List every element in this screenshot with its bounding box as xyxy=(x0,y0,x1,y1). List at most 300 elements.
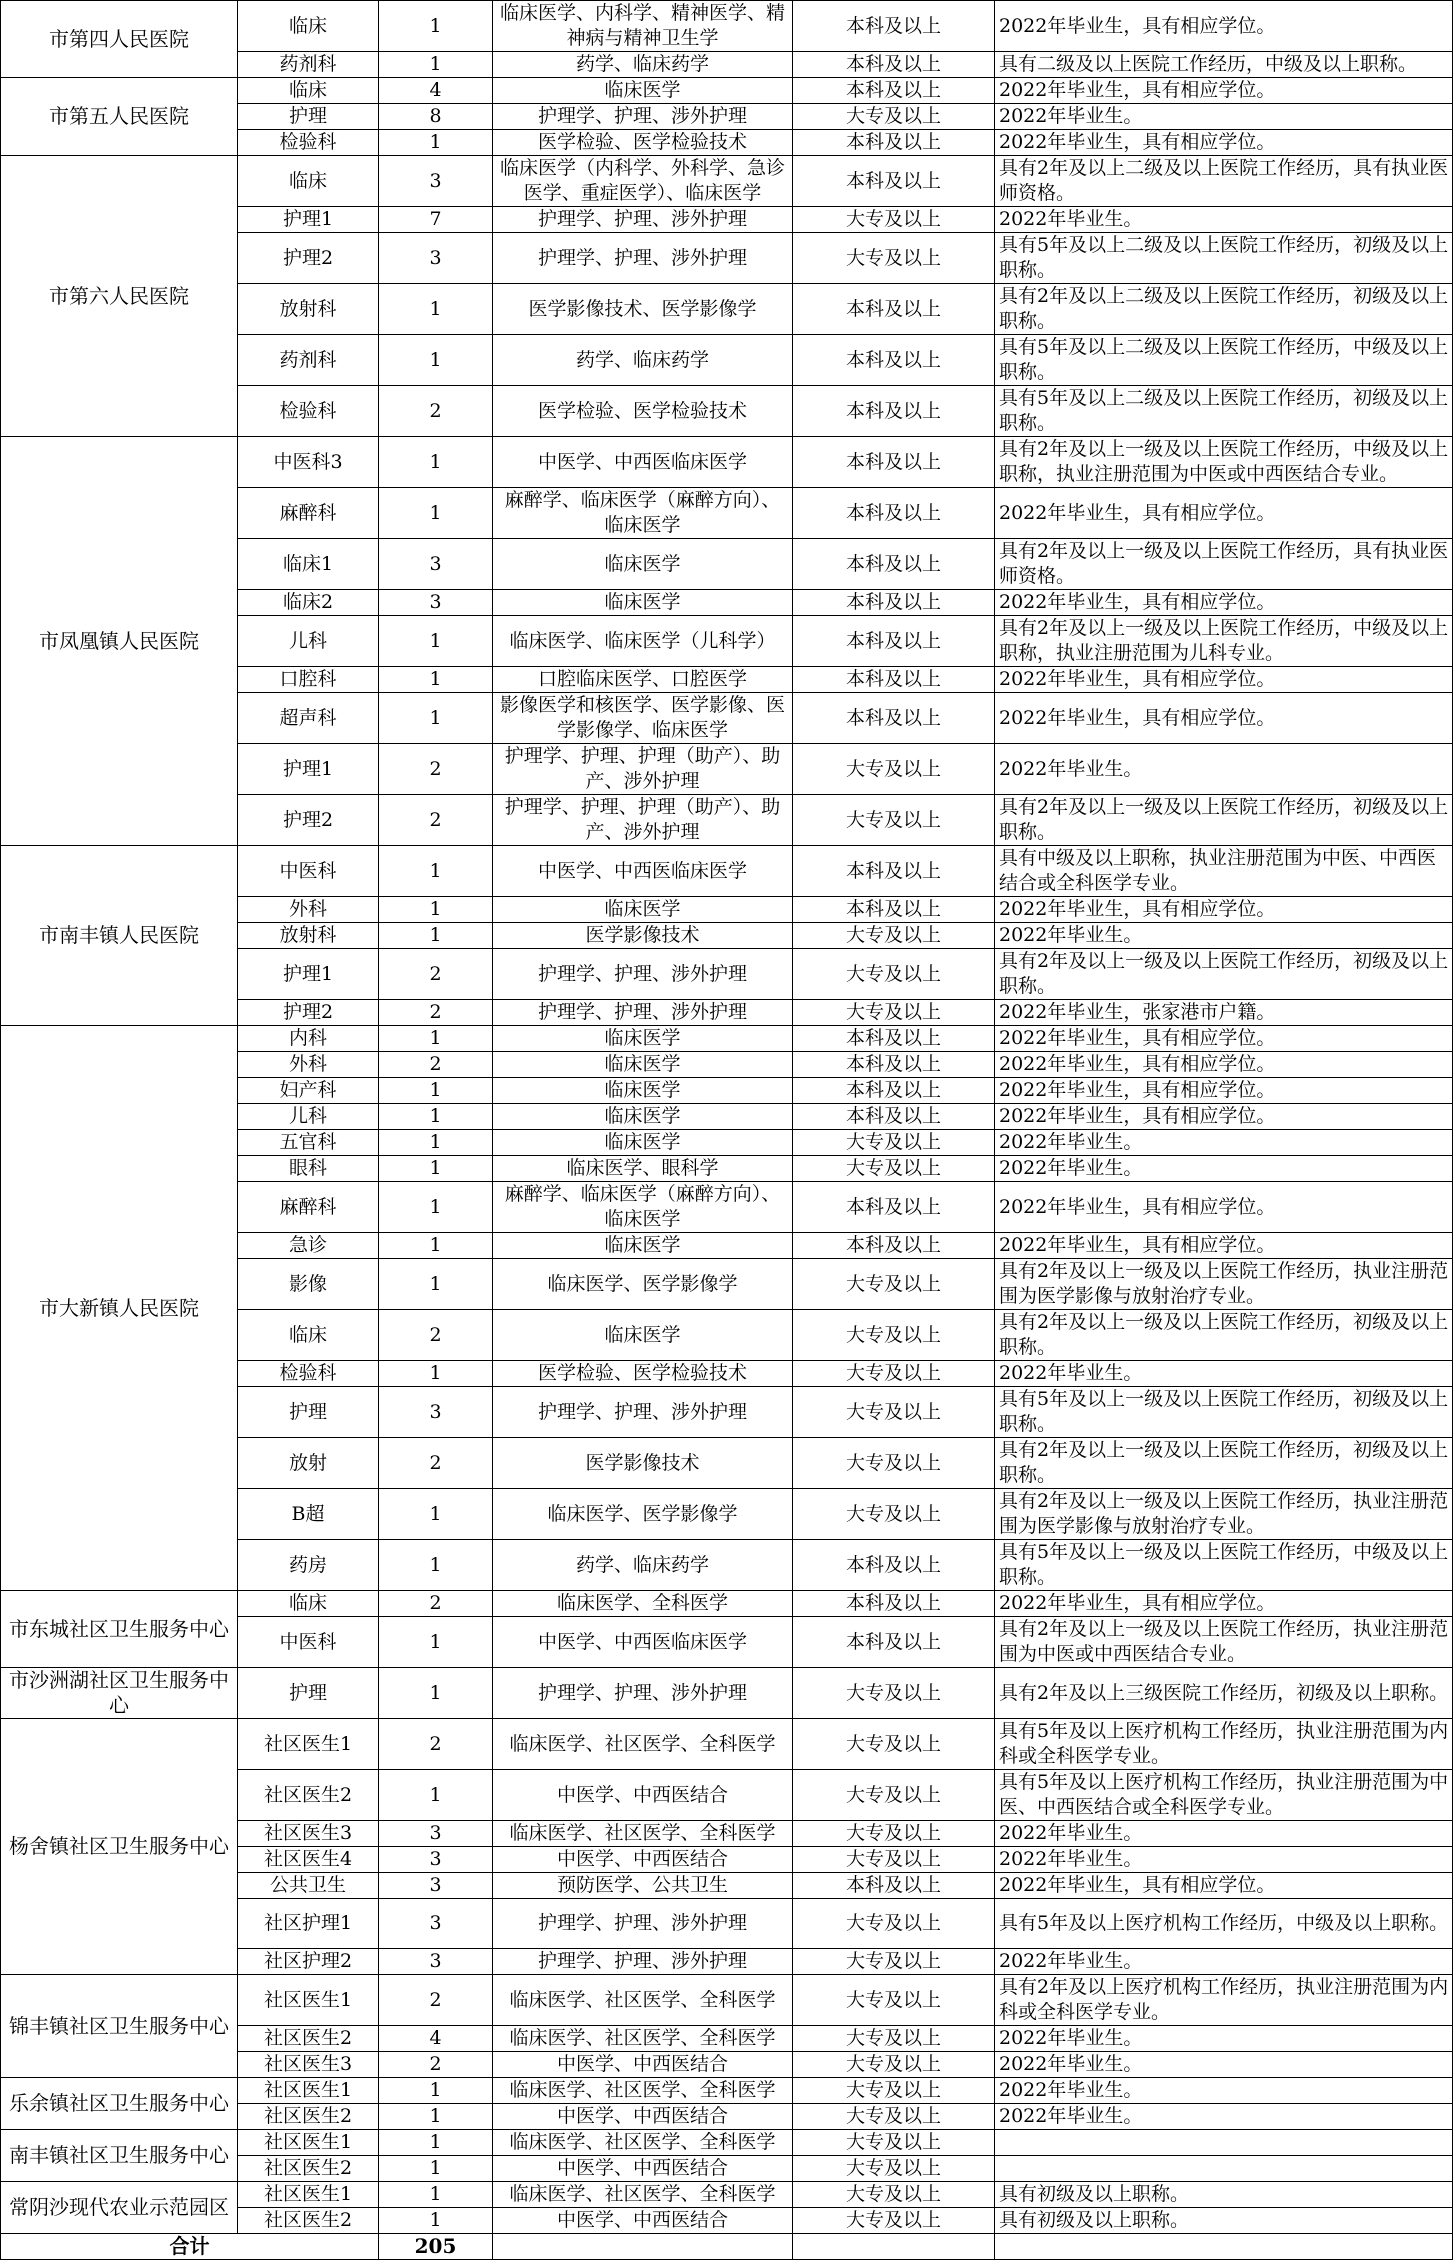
table-row xyxy=(1,1975,1453,2026)
major-cell: 中医学、中西医结合 xyxy=(493,2156,793,2182)
total-empty-cell xyxy=(493,2234,793,2260)
education-cell: 本科及以上 xyxy=(793,846,995,897)
post-cell: 社区医生2 xyxy=(238,2208,379,2234)
education-cell: 本科及以上 xyxy=(793,590,995,616)
education-cell: 大专及以上 xyxy=(793,1130,995,1156)
requirement-cell: 2022年毕业生，具有相应学位。 xyxy=(995,1,1453,52)
education-cell: 大专及以上 xyxy=(793,1821,995,1847)
major-cell: 医学检验、医学检验技术 xyxy=(493,1361,793,1387)
education-cell: 本科及以上 xyxy=(793,897,995,923)
requirement-cell: 具有5年及以上医疗机构工作经历，执业注册范围为中医、中西医结合或全科医学专业。 xyxy=(995,1770,1453,1821)
post-cell: 超声科 xyxy=(238,693,379,744)
requirement-cell: 具有2年及以上一级及以上医院工作经历，执业注册范围为医学影像与放射治疗专业。 xyxy=(995,1489,1453,1540)
count-cell: 1 xyxy=(379,2208,493,2234)
requirement-cell: 具有2年及以上医疗机构工作经历，执业注册范围为内科或全科医学专业。 xyxy=(995,1975,1453,2026)
education-cell: 本科及以上 xyxy=(793,1078,995,1104)
major-cell: 临床医学（内科学、外科学、急诊医学、重症医学）、临床医学 xyxy=(493,156,793,207)
count-cell: 3 xyxy=(379,1387,493,1438)
post-cell: 临床 xyxy=(238,78,379,104)
table-row xyxy=(1,78,1453,104)
count-cell: 7 xyxy=(379,207,493,233)
requirement-cell: 2022年毕业生，具有相应学位。 xyxy=(995,667,1453,693)
post-cell: 内科 xyxy=(238,1026,379,1052)
education-cell: 大专及以上 xyxy=(793,2182,995,2208)
post-cell: 社区护理2 xyxy=(238,1949,379,1975)
post-cell: 麻醉科 xyxy=(238,1182,379,1233)
post-cell: 社区医生2 xyxy=(238,2026,379,2052)
total-row xyxy=(1,2234,1453,2260)
education-cell: 本科及以上 xyxy=(793,1540,995,1591)
unit-name-cell: 杨舍镇社区卫生服务中心 xyxy=(1,1719,238,1975)
post-cell: 五官科 xyxy=(238,1130,379,1156)
major-cell: 医学影像技术 xyxy=(493,923,793,949)
requirement-cell: 2022年毕业生。 xyxy=(995,2078,1453,2104)
education-cell: 本科及以上 xyxy=(793,386,995,437)
post-cell: 社区医生1 xyxy=(238,2182,379,2208)
major-cell: 临床医学、社区医学、全科医学 xyxy=(493,2130,793,2156)
education-cell: 本科及以上 xyxy=(793,1104,995,1130)
major-cell: 护理学、护理、护理（助产）、助产、涉外护理 xyxy=(493,795,793,846)
education-cell: 本科及以上 xyxy=(793,284,995,335)
education-cell: 大专及以上 xyxy=(793,1156,995,1182)
education-cell: 本科及以上 xyxy=(793,1873,995,1899)
post-cell: 检验科 xyxy=(238,130,379,156)
post-cell: 社区医生1 xyxy=(238,1975,379,2026)
count-cell: 1 xyxy=(379,1617,493,1668)
count-cell: 1 xyxy=(379,1489,493,1540)
count-cell: 1 xyxy=(379,2104,493,2130)
requirement-cell: 2022年毕业生，具有相应学位。 xyxy=(995,130,1453,156)
post-cell: 放射科 xyxy=(238,923,379,949)
post-cell: 社区医生2 xyxy=(238,2156,379,2182)
major-cell: 中医学、中西医结合 xyxy=(493,2104,793,2130)
count-cell: 1 xyxy=(379,1668,493,1719)
post-cell: 护理1 xyxy=(238,949,379,1000)
requirement-cell: 2022年毕业生。 xyxy=(995,1156,1453,1182)
count-cell: 1 xyxy=(379,2182,493,2208)
table-row xyxy=(1,156,1453,207)
major-cell: 临床医学、全科医学 xyxy=(493,1591,793,1617)
education-cell: 大专及以上 xyxy=(793,2104,995,2130)
major-cell: 医学检验、医学检验技术 xyxy=(493,130,793,156)
post-cell: 社区医生1 xyxy=(238,2130,379,2156)
major-cell: 影像医学和核医学、医学影像、医学影像学、临床医学 xyxy=(493,693,793,744)
post-cell: 中医科 xyxy=(238,1617,379,1668)
major-cell: 临床医学 xyxy=(493,590,793,616)
education-cell: 大专及以上 xyxy=(793,2052,995,2078)
major-cell: 中医学、中西医结合 xyxy=(493,1770,793,1821)
education-cell: 本科及以上 xyxy=(793,78,995,104)
requirement-cell: 具有2年及以上一级及以上医院工作经历，初级及以上职称。 xyxy=(995,795,1453,846)
table-body xyxy=(1,1,1453,2260)
requirement-cell: 具有2年及以上二级及以上医院工作经历，初级及以上职称。 xyxy=(995,284,1453,335)
count-cell: 3 xyxy=(379,1873,493,1899)
post-cell: 社区医生4 xyxy=(238,1847,379,1873)
count-cell: 1 xyxy=(379,846,493,897)
requirement-cell: 2022年毕业生。 xyxy=(995,1361,1453,1387)
major-cell: 临床医学 xyxy=(493,1026,793,1052)
post-cell: 儿科 xyxy=(238,616,379,667)
unit-name-cell: 市沙洲湖社区卫生服务中心 xyxy=(1,1668,238,1719)
major-cell: 临床医学、医学影像学 xyxy=(493,1259,793,1310)
post-cell: 外科 xyxy=(238,1052,379,1078)
major-cell: 临床医学、社区医学、全科医学 xyxy=(493,1719,793,1770)
major-cell: 临床医学 xyxy=(493,1130,793,1156)
requirement-cell: 2022年毕业生。 xyxy=(995,1847,1453,1873)
requirement-cell: 2022年毕业生。 xyxy=(995,2026,1453,2052)
post-cell: 急诊 xyxy=(238,1233,379,1259)
education-cell: 本科及以上 xyxy=(793,1052,995,1078)
post-cell: 口腔科 xyxy=(238,667,379,693)
post-cell: 药剂科 xyxy=(238,335,379,386)
major-cell: 麻醉学、临床医学（麻醉方向）、临床医学 xyxy=(493,488,793,539)
table-row xyxy=(1,2078,1453,2104)
education-cell: 大专及以上 xyxy=(793,795,995,846)
education-cell: 本科及以上 xyxy=(793,437,995,488)
count-cell: 1 xyxy=(379,488,493,539)
count-cell: 2 xyxy=(379,1000,493,1026)
table-row xyxy=(1,1026,1453,1052)
post-cell: 公共卫生 xyxy=(238,1873,379,1899)
education-cell: 大专及以上 xyxy=(793,744,995,795)
major-cell: 药学、临床药学 xyxy=(493,1540,793,1591)
requirement-cell: 具有2年及以上一级及以上医院工作经历，中级及以上职称，执业注册范围为儿科专业。 xyxy=(995,616,1453,667)
education-cell: 大专及以上 xyxy=(793,1000,995,1026)
education-cell: 本科及以上 xyxy=(793,488,995,539)
requirement-cell: 具有2年及以上三级医院工作经历，初级及以上职称。 xyxy=(995,1668,1453,1719)
count-cell: 1 xyxy=(379,693,493,744)
major-cell: 临床医学、内科学、精神医学、精神病与精神卫生学 xyxy=(493,1,793,52)
requirement-cell: 2022年毕业生，具有相应学位。 xyxy=(995,1873,1453,1899)
major-cell: 临床医学、社区医学、全科医学 xyxy=(493,2026,793,2052)
requirement-cell: 2022年毕业生，具有相应学位。 xyxy=(995,1233,1453,1259)
count-cell: 2 xyxy=(379,795,493,846)
post-cell: 护理1 xyxy=(238,744,379,795)
table-row xyxy=(1,2130,1453,2156)
education-cell: 本科及以上 xyxy=(793,1617,995,1668)
count-cell: 1 xyxy=(379,1540,493,1591)
education-cell: 大专及以上 xyxy=(793,207,995,233)
requirement-cell: 2022年毕业生。 xyxy=(995,1821,1453,1847)
requirement-cell: 2022年毕业生，具有相应学位。 xyxy=(995,78,1453,104)
requirement-cell: 具有2年及以上一级及以上医院工作经历，初级及以上职称。 xyxy=(995,1438,1453,1489)
education-cell: 本科及以上 xyxy=(793,1233,995,1259)
requirement-cell xyxy=(995,2130,1453,2156)
table-row xyxy=(1,846,1453,897)
major-cell: 临床医学 xyxy=(493,1233,793,1259)
major-cell: 临床医学、社区医学、全科医学 xyxy=(493,2078,793,2104)
major-cell: 中医学、中西医临床医学 xyxy=(493,1617,793,1668)
post-cell: 药剂科 xyxy=(238,52,379,78)
requirement-cell: 2022年毕业生。 xyxy=(995,104,1453,130)
post-cell: 中医科3 xyxy=(238,437,379,488)
post-cell: 检验科 xyxy=(238,386,379,437)
count-cell: 8 xyxy=(379,104,493,130)
count-cell: 1 xyxy=(379,2130,493,2156)
count-cell: 1 xyxy=(379,1,493,52)
post-cell: 护理2 xyxy=(238,233,379,284)
major-cell: 麻醉学、临床医学（麻醉方向）、临床医学 xyxy=(493,1182,793,1233)
unit-name-cell: 市大新镇人民医院 xyxy=(1,1026,238,1591)
count-cell: 3 xyxy=(379,539,493,590)
education-cell: 大专及以上 xyxy=(793,1949,995,1975)
requirement-cell: 具有2年及以上一级及以上医院工作经历，执业注册范围为中医或中西医结合专业。 xyxy=(995,1617,1453,1668)
education-cell: 大专及以上 xyxy=(793,923,995,949)
count-cell: 1 xyxy=(379,1233,493,1259)
post-cell: 药房 xyxy=(238,1540,379,1591)
count-cell: 1 xyxy=(379,1078,493,1104)
unit-name-cell: 锦丰镇社区卫生服务中心 xyxy=(1,1975,238,2078)
requirement-cell: 2022年毕业生，具有相应学位。 xyxy=(995,590,1453,616)
requirement-cell: 2022年毕业生，具有相应学位。 xyxy=(995,1026,1453,1052)
education-cell: 本科及以上 xyxy=(793,616,995,667)
education-cell: 大专及以上 xyxy=(793,104,995,130)
major-cell: 临床医学、医学影像学 xyxy=(493,1489,793,1540)
unit-name-cell: 南丰镇社区卫生服务中心 xyxy=(1,2130,238,2182)
post-cell: 影像 xyxy=(238,1259,379,1310)
major-cell: 护理学、护理、涉外护理 xyxy=(493,949,793,1000)
unit-name-cell: 市第四人民医院 xyxy=(1,1,238,78)
education-cell: 大专及以上 xyxy=(793,1899,995,1949)
education-cell: 本科及以上 xyxy=(793,335,995,386)
count-cell: 1 xyxy=(379,1182,493,1233)
requirement-cell: 2022年毕业生。 xyxy=(995,1949,1453,1975)
major-cell: 护理学、护理、涉外护理 xyxy=(493,1899,793,1949)
education-cell: 大专及以上 xyxy=(793,233,995,284)
count-cell: 3 xyxy=(379,1949,493,1975)
post-cell: 外科 xyxy=(238,897,379,923)
count-cell: 2 xyxy=(379,1052,493,1078)
education-cell: 大专及以上 xyxy=(793,1438,995,1489)
requirement-cell: 具有2年及以上一级及以上医院工作经历，中级及以上职称，执业注册范围为中医或中西医结合专业。 xyxy=(995,437,1453,488)
education-cell: 大专及以上 xyxy=(793,1489,995,1540)
total-empty-cell xyxy=(995,2234,1453,2260)
post-cell: 护理2 xyxy=(238,795,379,846)
major-cell: 中医学、中西医临床医学 xyxy=(493,437,793,488)
education-cell: 本科及以上 xyxy=(793,1591,995,1617)
major-cell: 临床医学 xyxy=(493,897,793,923)
count-cell: 1 xyxy=(379,667,493,693)
education-cell: 本科及以上 xyxy=(793,130,995,156)
table-row xyxy=(1,1719,1453,1770)
count-cell: 1 xyxy=(379,52,493,78)
count-cell: 1 xyxy=(379,1156,493,1182)
major-cell: 护理学、护理、护理（助产）、助产、涉外护理 xyxy=(493,744,793,795)
requirement-cell: 具有二级及以上医院工作经历，中级及以上职称。 xyxy=(995,52,1453,78)
count-cell: 2 xyxy=(379,1438,493,1489)
education-cell: 大专及以上 xyxy=(793,2078,995,2104)
requirement-cell: 2022年毕业生，具有相应学位。 xyxy=(995,1104,1453,1130)
count-cell: 1 xyxy=(379,1130,493,1156)
count-cell: 1 xyxy=(379,923,493,949)
requirement-cell: 具有5年及以上医疗机构工作经历，执业注册范围为内科或全科医学专业。 xyxy=(995,1719,1453,1770)
table-row xyxy=(1,2182,1453,2208)
count-cell: 1 xyxy=(379,130,493,156)
requirement-cell: 具有2年及以上二级及以上医院工作经历，具有执业医师资格。 xyxy=(995,156,1453,207)
table-row xyxy=(1,437,1453,488)
post-cell: 检验科 xyxy=(238,1361,379,1387)
major-cell: 临床医学 xyxy=(493,1104,793,1130)
requirement-cell: 2022年毕业生，具有相应学位。 xyxy=(995,1182,1453,1233)
requirement-cell: 2022年毕业生。 xyxy=(995,2052,1453,2078)
education-cell: 大专及以上 xyxy=(793,1361,995,1387)
post-cell: 社区医生2 xyxy=(238,2104,379,2130)
major-cell: 中医学、中西医临床医学 xyxy=(493,846,793,897)
requirement-cell: 2022年毕业生。 xyxy=(995,1130,1453,1156)
unit-name-cell: 市南丰镇人民医院 xyxy=(1,846,238,1026)
education-cell: 大专及以上 xyxy=(793,1310,995,1361)
requirement-cell: 具有初级及以上职称。 xyxy=(995,2208,1453,2234)
major-cell: 中医学、中西医结合 xyxy=(493,2052,793,2078)
count-cell: 1 xyxy=(379,2078,493,2104)
count-cell: 3 xyxy=(379,590,493,616)
post-cell: 护理1 xyxy=(238,207,379,233)
count-cell: 2 xyxy=(379,1975,493,2026)
count-cell: 2 xyxy=(379,949,493,1000)
unit-name-cell: 常阴沙现代农业示范园区 xyxy=(1,2182,238,2234)
count-cell: 1 xyxy=(379,2156,493,2182)
education-cell: 大专及以上 xyxy=(793,2026,995,2052)
education-cell: 大专及以上 xyxy=(793,1975,995,2026)
education-cell: 本科及以上 xyxy=(793,539,995,590)
major-cell: 临床医学 xyxy=(493,539,793,590)
requirement-cell xyxy=(995,2156,1453,2182)
post-cell: 麻醉科 xyxy=(238,488,379,539)
post-cell: 社区医生3 xyxy=(238,1821,379,1847)
post-cell: B超 xyxy=(238,1489,379,1540)
major-cell: 中医学、中西医结合 xyxy=(493,1847,793,1873)
post-cell: 妇产科 xyxy=(238,1078,379,1104)
major-cell: 临床医学 xyxy=(493,1052,793,1078)
post-cell: 护理2 xyxy=(238,1000,379,1026)
major-cell: 护理学、护理、涉外护理 xyxy=(493,1949,793,1975)
post-cell: 临床 xyxy=(238,156,379,207)
requirement-cell: 2022年毕业生。 xyxy=(995,744,1453,795)
count-cell: 1 xyxy=(379,284,493,335)
major-cell: 药学、临床药学 xyxy=(493,335,793,386)
post-cell: 临床1 xyxy=(238,539,379,590)
count-cell: 4 xyxy=(379,2026,493,2052)
requirement-cell: 具有5年及以上一级及以上医院工作经历，中级及以上职称。 xyxy=(995,1540,1453,1591)
major-cell: 医学影像技术、医学影像学 xyxy=(493,284,793,335)
major-cell: 临床医学、社区医学、全科医学 xyxy=(493,1975,793,2026)
table-row xyxy=(1,1591,1453,1617)
count-cell: 3 xyxy=(379,1847,493,1873)
post-cell: 社区医生1 xyxy=(238,1719,379,1770)
requirement-cell: 2022年毕业生，具有相应学位。 xyxy=(995,1052,1453,1078)
major-cell: 医学检验、医学检验技术 xyxy=(493,386,793,437)
unit-name-cell: 市东城社区卫生服务中心 xyxy=(1,1591,238,1668)
requirement-cell: 2022年毕业生，具有相应学位。 xyxy=(995,488,1453,539)
education-cell: 大专及以上 xyxy=(793,1719,995,1770)
requirement-cell: 2022年毕业生，具有相应学位。 xyxy=(995,897,1453,923)
count-cell: 2 xyxy=(379,1719,493,1770)
post-cell: 社区护理1 xyxy=(238,1899,379,1949)
education-cell: 本科及以上 xyxy=(793,1182,995,1233)
major-cell: 护理学、护理、涉外护理 xyxy=(493,207,793,233)
education-cell: 本科及以上 xyxy=(793,1,995,52)
requirement-cell: 具有5年及以上二级及以上医院工作经历，初级及以上职称。 xyxy=(995,233,1453,284)
requirement-cell: 具有2年及以上一级及以上医院工作经历，执业注册范围为医学影像与放射治疗专业。 xyxy=(995,1259,1453,1310)
post-cell: 临床2 xyxy=(238,590,379,616)
requirement-cell: 具有5年及以上二级及以上医院工作经历，初级及以上职称。 xyxy=(995,386,1453,437)
post-cell: 放射 xyxy=(238,1438,379,1489)
post-cell: 社区医生3 xyxy=(238,2052,379,2078)
major-cell: 临床医学、眼科学 xyxy=(493,1156,793,1182)
post-cell: 护理 xyxy=(238,1387,379,1438)
major-cell: 临床医学、社区医学、全科医学 xyxy=(493,1821,793,1847)
unit-name-cell: 市第六人民医院 xyxy=(1,156,238,437)
education-cell: 大专及以上 xyxy=(793,2156,995,2182)
count-cell: 3 xyxy=(379,1821,493,1847)
count-cell: 2 xyxy=(379,386,493,437)
unit-name-cell: 市第五人民医院 xyxy=(1,78,238,156)
education-cell: 本科及以上 xyxy=(793,156,995,207)
requirement-cell: 具有2年及以上一级及以上医院工作经历，初级及以上职称。 xyxy=(995,949,1453,1000)
unit-name-cell: 市凤凰镇人民医院 xyxy=(1,437,238,846)
table-row xyxy=(1,1,1453,52)
education-cell: 大专及以上 xyxy=(793,1387,995,1438)
requirement-cell: 2022年毕业生，具有相应学位。 xyxy=(995,1591,1453,1617)
count-cell: 2 xyxy=(379,1310,493,1361)
education-cell: 大专及以上 xyxy=(793,949,995,1000)
count-cell: 1 xyxy=(379,616,493,667)
count-cell: 1 xyxy=(379,1104,493,1130)
post-cell: 护理 xyxy=(238,1668,379,1719)
count-cell: 2 xyxy=(379,1591,493,1617)
requirement-cell: 具有5年及以上一级及以上医院工作经历，初级及以上职称。 xyxy=(995,1387,1453,1438)
requirement-cell: 2022年毕业生，具有相应学位。 xyxy=(995,693,1453,744)
education-cell: 本科及以上 xyxy=(793,693,995,744)
post-cell: 眼科 xyxy=(238,1156,379,1182)
requirement-cell: 2022年毕业生，张家港市户籍。 xyxy=(995,1000,1453,1026)
major-cell: 临床医学、临床医学（儿科学） xyxy=(493,616,793,667)
requirement-cell: 具有5年及以上二级及以上医院工作经历，中级及以上职称。 xyxy=(995,335,1453,386)
education-cell: 本科及以上 xyxy=(793,1026,995,1052)
major-cell: 临床医学 xyxy=(493,78,793,104)
requirement-cell: 具有5年及以上医疗机构工作经历，中级及以上职称。 xyxy=(995,1899,1453,1949)
education-cell: 大专及以上 xyxy=(793,2130,995,2156)
major-cell: 药学、临床药学 xyxy=(493,52,793,78)
post-cell: 临床 xyxy=(238,1,379,52)
total-label: 合计 xyxy=(1,2234,379,2260)
count-cell: 1 xyxy=(379,1259,493,1310)
unit-name-cell: 乐余镇社区卫生服务中心 xyxy=(1,2078,238,2130)
post-cell: 儿科 xyxy=(238,1104,379,1130)
count-cell: 4 xyxy=(379,78,493,104)
requirement-cell: 2022年毕业生，具有相应学位。 xyxy=(995,1078,1453,1104)
education-cell: 大专及以上 xyxy=(793,1770,995,1821)
education-cell: 大专及以上 xyxy=(793,1259,995,1310)
major-cell: 预防医学、公共卫生 xyxy=(493,1873,793,1899)
major-cell: 临床医学 xyxy=(493,1078,793,1104)
post-cell: 护理 xyxy=(238,104,379,130)
post-cell: 临床 xyxy=(238,1591,379,1617)
count-cell: 3 xyxy=(379,156,493,207)
major-cell: 中医学、中西医结合 xyxy=(493,2208,793,2234)
count-cell: 2 xyxy=(379,744,493,795)
major-cell: 护理学、护理、涉外护理 xyxy=(493,1387,793,1438)
requirement-cell: 具有初级及以上职称。 xyxy=(995,2182,1453,2208)
count-cell: 1 xyxy=(379,897,493,923)
education-cell: 本科及以上 xyxy=(793,667,995,693)
major-cell: 临床医学 xyxy=(493,1310,793,1361)
major-cell: 护理学、护理、涉外护理 xyxy=(493,233,793,284)
requirement-cell: 2022年毕业生。 xyxy=(995,2104,1453,2130)
post-cell: 放射科 xyxy=(238,284,379,335)
education-cell: 大专及以上 xyxy=(793,1847,995,1873)
education-cell: 大专及以上 xyxy=(793,1668,995,1719)
